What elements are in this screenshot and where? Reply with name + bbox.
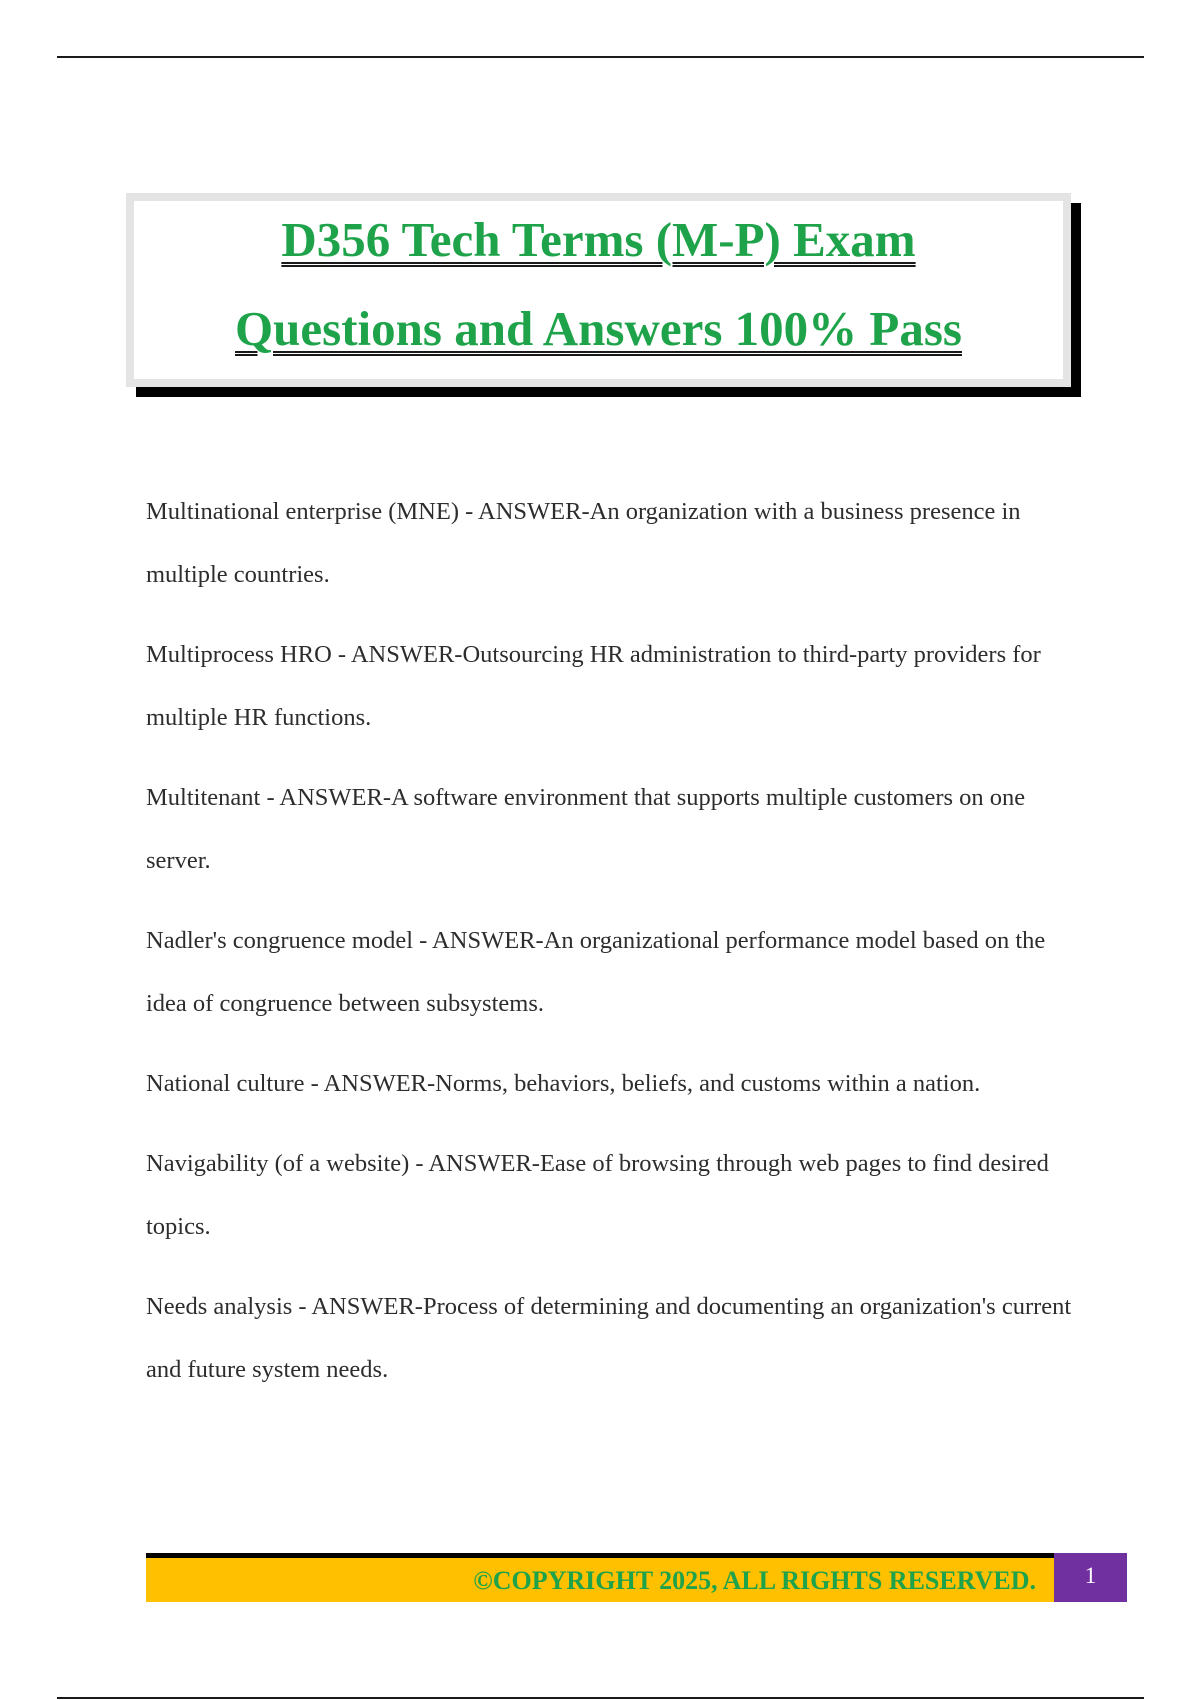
title-box bbox=[126, 193, 1071, 387]
page-number: 1 bbox=[1054, 1553, 1127, 1602]
document-title-line-1: D356 Tech Terms (M-P) Exam bbox=[281, 212, 916, 267]
qa-item: Multinational enterprise (MNE) - ANSWER-An organization with a business presence in multiple countries. bbox=[146, 498, 1021, 588]
qa-item: Navigability (of a website) - ANSWER-Ease of browsing through web pages to find desired topics. bbox=[146, 1150, 1049, 1240]
qa-item: National culture - ANSWER-Norms, behaviors, beliefs, and customs within a nation. bbox=[146, 1070, 981, 1097]
qa-list bbox=[146, 480, 1076, 1418]
qa-item: Multiprocess HRO - ANSWER-Outsourcing HR administration to third-party providers for multiple HR functions. bbox=[146, 641, 1041, 731]
qa-item: Multitenant - ANSWER-A software environment that supports multiple customers on one server. bbox=[146, 784, 1026, 874]
bottom-rule bbox=[57, 1697, 1144, 1699]
copyright-notice: ©COPYRIGHT 2025, ALL RIGHTS RESERVED. bbox=[473, 1566, 1036, 1595]
footer-bar bbox=[146, 1558, 1054, 1602]
qa-item: Needs analysis - ANSWER-Process of determining and documenting an organization's current and future system needs. bbox=[146, 1293, 1072, 1383]
top-rule bbox=[57, 56, 1144, 58]
qa-item: Nadler's congruence model - ANSWER-An organizational performance model based on the idea of congruence between subsystems. bbox=[146, 927, 1046, 1017]
document-title-line-2: Questions and Answers 100% Pass bbox=[235, 301, 962, 356]
